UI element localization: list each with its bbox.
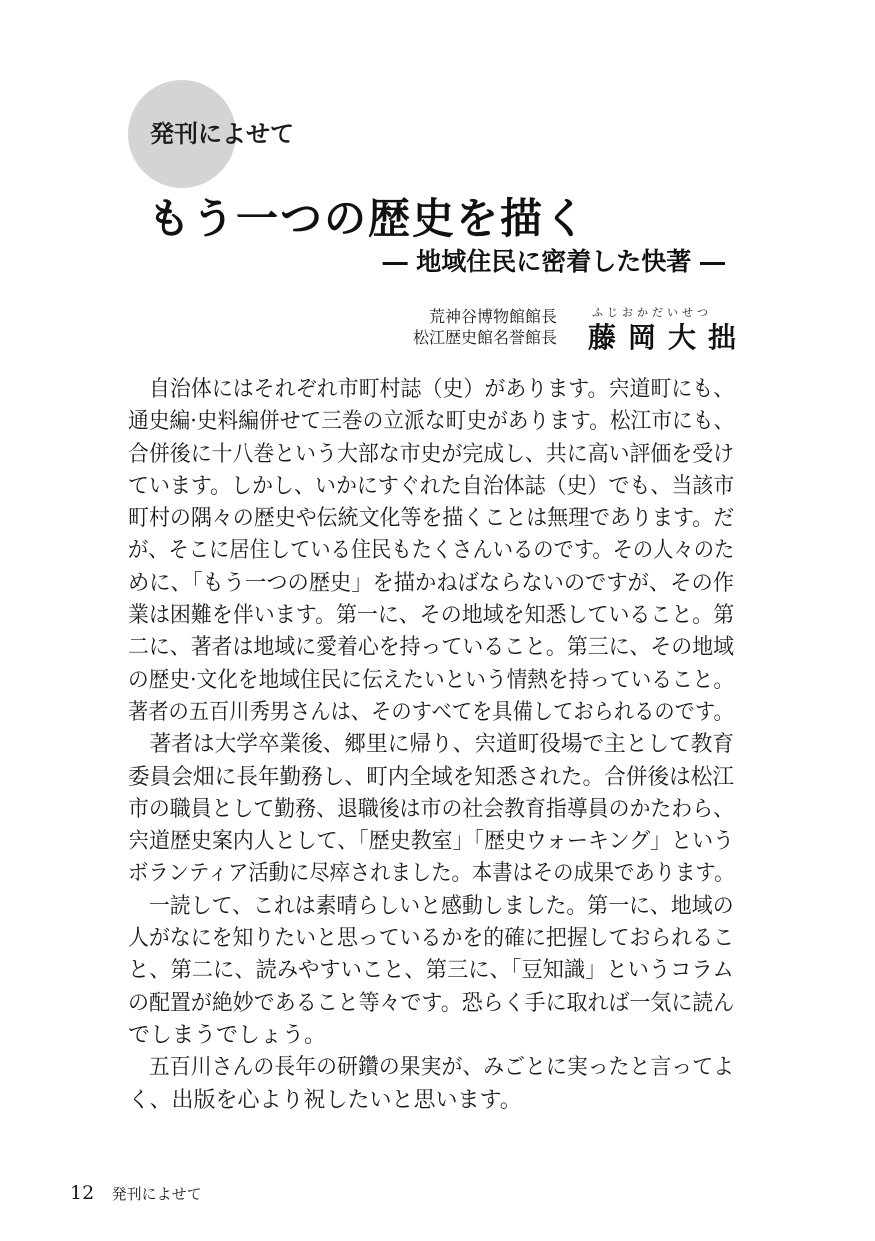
body-line: めに、「もう一つの歴史」を描かねばならないのですが、その作	[128, 570, 735, 596]
body-line: ています。しかし、いかにすぐれた自治体誌（史）でも、当該市	[128, 473, 735, 499]
body-line: く、出版を心より祝したいと思います。	[128, 1087, 522, 1113]
author-block	[0, 302, 875, 362]
author-name: 藤岡大拙	[588, 321, 749, 354]
body-line: 通史編·史料編併せて三巻の立派な町史があります。松江市にも、	[128, 409, 735, 435]
body-line: 人がなにを知りたいと思っているかを的確に把握しておられるこ	[128, 926, 735, 952]
author-role: 荒神谷博物館館長	[428, 307, 557, 326]
body-line: ボランティア活動に尽瘁されました。本書はその成果であります。	[128, 861, 735, 887]
body-line: 合併後に十八巻という大部な市史が完成し、共に高い評価を受け	[128, 441, 735, 467]
page-number: 12	[70, 1182, 95, 1204]
body-line: でしまうでしょう。	[128, 1022, 327, 1048]
body-line: 一読して、これは素晴らしいと感動しました。第一に、地域の	[128, 893, 734, 919]
page-subtitle: ― 地域住民に密着した快著 ―	[382, 247, 725, 276]
body-line: 町村の隅々の歴史や伝統文化等を描くことは無理であります。だ	[128, 506, 735, 532]
author-role: 松江歴史館名誉館長	[412, 328, 557, 347]
footer-section-label: 発刊によせて	[111, 1185, 202, 1203]
body-text	[128, 374, 734, 1117]
body-line: 業は困難を伴います。第一に、その地域を知悉していること。第	[128, 603, 735, 629]
body-line: と、第二に、読みやすいこと、第三に、「豆知識」というコラム	[128, 958, 734, 984]
body-line: 著者の五百川秀男さんは、そのすべてを具備しておられるのです。	[128, 699, 734, 725]
body-line: 著者は大学卒業後、郷里に帰り、宍道町役場で主として教育	[128, 732, 735, 758]
page-title: もう一つの歴史を描く	[148, 194, 589, 243]
body-line: 自治体にはそれぞれ市町村誌（史）があります。宍道町にも、	[128, 377, 735, 402]
author-roles	[413, 306, 557, 348]
body-line: 五百川さんの長年の研鑽の果実が、みごとに実ったと言ってよ	[128, 1055, 735, 1081]
body-line: 宍道歴史案内人として、「歴史教室」「歴史ウォーキング」という	[128, 829, 735, 855]
section-label: 発刊によせて	[150, 120, 294, 148]
body-line: 市の職員として勤務、退職後は市の社会教育指導員のかたわら、	[128, 796, 735, 822]
body-line: の歴史·文化を地域住民に伝えたいという情熱を持っていること。	[128, 667, 734, 693]
body-line: が、そこに居住している住民もたくさんいるのです。その人々のた	[128, 538, 735, 564]
body-line: 委員会畑に長年勤務し、町内全域を知悉された。合併後は松江	[128, 764, 735, 790]
body-line: の配置が絶妙であること等々です。恐らく手に取れば一気に読ん	[128, 990, 735, 1016]
author-name-ruby: ふじおかだいせつ	[592, 306, 712, 319]
body-line: 二に、著者は地域に愛着心を持っていること。第三に、その地域	[128, 635, 735, 661]
page-footer	[70, 1182, 202, 1204]
